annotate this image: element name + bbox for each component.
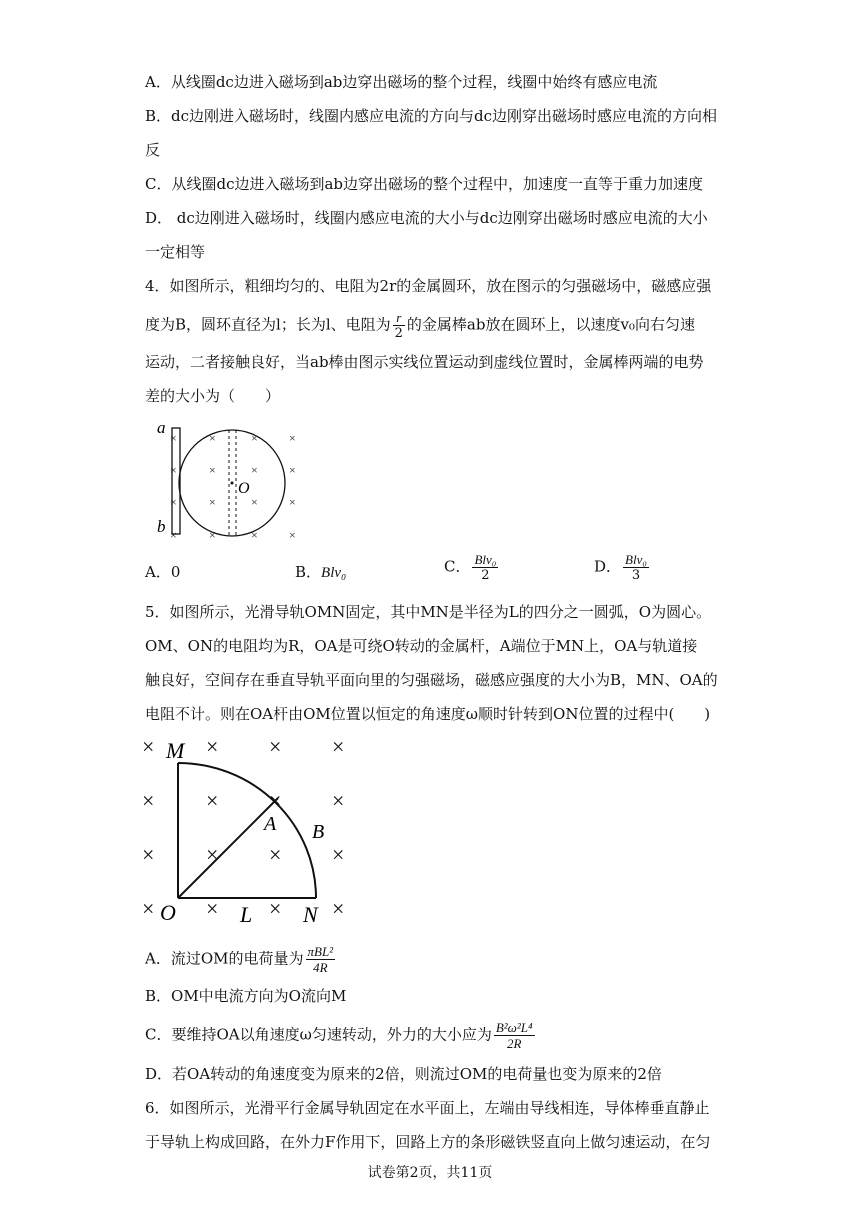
q4-option-c	[444, 552, 500, 583]
svg-text:×: ×	[142, 788, 155, 813]
fraction-numerator: r	[393, 310, 405, 326]
option-c-fraction	[472, 552, 498, 583]
svg-text:×: ×	[269, 788, 282, 813]
q3-option-d-line1: D． dc边刚进入磁场时，线圈内感应电流的大小与dc边刚穿出磁场时感应电流的大小	[145, 209, 708, 227]
label-a: A	[264, 813, 277, 835]
svg-text:×: ×	[332, 734, 345, 759]
page-footer: 试卷第2页，共11页	[367, 1165, 493, 1181]
svg-text:×: ×	[251, 463, 258, 477]
fraction-denominator: 4R	[313, 960, 328, 975]
fraction-denominator: 3	[631, 568, 641, 583]
option-b-value: Blv₀	[321, 565, 347, 581]
svg-text:×: ×	[289, 463, 296, 477]
q5-stem-line2: OM、ON的电阻均为R，OA是可绕O转动的金属杆，A端位于MN上，OA与轨道接	[145, 637, 698, 655]
svg-text:×: ×	[170, 463, 177, 477]
svg-text:×: ×	[170, 528, 177, 542]
q4-stem-line2-part2: 的金属棒ab放在圆环上，以速度v₀向右匀速	[406, 315, 695, 334]
svg-text:×: ×	[332, 896, 345, 921]
q4-stem-line2	[145, 310, 695, 341]
q4-option-a: A．0	[145, 563, 181, 581]
q3-option-b-line2: 反	[145, 141, 161, 159]
q3-option-c: C．从线圈dc边进入磁场到ab边穿出磁场的整个过程中，加速度一直等于重力加速度	[145, 175, 704, 193]
q4-stem-line3: 运动，二者接触良好，当ab棒由图示实线位置运动到虚线位置时，金属棒两端的电势	[145, 353, 704, 371]
svg-text:×: ×	[332, 788, 345, 813]
q5-stem-line4: 电阻不计。则在OA杆由OM位置以恒定的角速度ω顺时针转到ON位置的过程中( )	[145, 705, 711, 723]
option-c-label: C．	[444, 557, 471, 576]
fraction-numerator: B²ω²L⁴	[495, 1020, 533, 1035]
label-l: L	[240, 902, 253, 927]
label-o: O	[160, 900, 176, 925]
svg-text:×: ×	[142, 734, 155, 759]
q4-stem-line1: 4．如图所示，粗细均匀的、电阻为2r的金属圆环，放在图示的匀强磁场中，磁感应强	[145, 277, 712, 295]
q5-option-c	[145, 1020, 537, 1051]
q3-option-d-line2: 一定相等	[145, 243, 206, 261]
svg-text:×: ×	[209, 431, 216, 445]
svg-text:×: ×	[142, 896, 155, 921]
svg-text:×: ×	[206, 788, 219, 813]
svg-text:×: ×	[289, 431, 296, 445]
q4-option-b	[295, 562, 346, 583]
svg-text:×: ×	[251, 495, 258, 509]
q5-figure	[138, 732, 363, 932]
option-a-text: A．流过OM的电荷量为	[145, 949, 304, 968]
label-b: B	[312, 821, 325, 843]
fraction-numerator: πBL²	[307, 944, 334, 959]
label-o: O	[238, 480, 250, 497]
q6-stem-line2: 于导轨上构成回路，在外力F作用下，回路上方的条形磁铁竖直向上做匀速运动，在匀	[145, 1133, 711, 1151]
option-d-label: D．	[594, 557, 622, 576]
q5-stem-line3: 触良好，空间存在垂直导轨平面向里的匀强磁场，磁感应强度的大小为B，MN、OA的	[145, 671, 718, 689]
fraction-denominator: 2	[481, 568, 490, 583]
rod-oa	[178, 798, 278, 898]
q5-option-d: D．若OA转动的角速度变为原来的2倍，则流过OM的电荷量也变为原来的2倍	[145, 1065, 662, 1083]
q4-option-d	[594, 552, 651, 583]
q6-stem-line1: 6．如图所示，光滑平行金属导轨固定在水平面上，左端由导线相连，导体棒垂直静止	[145, 1099, 710, 1117]
q3-option-b-line1: B．dc边刚进入磁场时，线圈内感应电流的方向与dc边刚穿出磁场时感应电流的方向相	[145, 107, 718, 125]
center-dot	[231, 482, 234, 485]
svg-text:×: ×	[289, 495, 296, 509]
option-a-fraction	[306, 944, 336, 975]
label-n: N	[303, 902, 318, 927]
svg-text:×: ×	[269, 734, 282, 759]
option-d-fraction	[623, 552, 649, 583]
svg-text:×: ×	[170, 431, 177, 445]
q4-stem-line2-part1: 度为B，圆环直径为l；长为l、电阻为	[145, 315, 391, 334]
svg-text:×: ×	[289, 528, 296, 542]
svg-text:×: ×	[206, 842, 219, 867]
option-b-label: B．	[295, 563, 322, 581]
q4-resistance-fraction	[393, 310, 405, 341]
fraction-numerator: Blv₀	[474, 552, 497, 567]
q4-figure	[155, 418, 315, 548]
magnetic-field-marks	[170, 431, 296, 542]
label-a: a	[157, 418, 166, 437]
svg-text:×: ×	[209, 495, 216, 509]
svg-text:×: ×	[332, 842, 345, 867]
option-c-fraction	[494, 1020, 535, 1051]
q4-stem-line4: 差的大小为（ ）	[145, 387, 281, 405]
svg-text:×: ×	[251, 528, 258, 542]
svg-text:×: ×	[209, 463, 216, 477]
q3-option-a: A．从线圈dc边进入磁场到ab边穿出磁场的整个过程，线圈中始终有感应电流	[145, 73, 658, 91]
q5-option-a	[145, 944, 337, 975]
q5-option-b: B．OM中电流方向为O流向M	[145, 987, 347, 1005]
svg-text:×: ×	[170, 495, 177, 509]
svg-text:×: ×	[269, 896, 282, 921]
label-b: b	[157, 517, 166, 536]
option-c-text: C．要维持OA以角速度ω匀速转动，外力的大小应为	[145, 1025, 492, 1044]
fraction-denominator: 2	[394, 326, 403, 341]
svg-text:×: ×	[251, 431, 258, 445]
fraction-numerator: Blv₀	[625, 552, 647, 567]
label-m: M	[166, 738, 185, 763]
svg-text:×: ×	[269, 842, 282, 867]
svg-text:×: ×	[206, 734, 219, 759]
fraction-denominator: 2R	[506, 1036, 522, 1051]
svg-text:×: ×	[142, 842, 155, 867]
q5-stem-line1: 5．如图所示，光滑导轨OMN固定，其中MN是半径为L的四分之一圆弧，O为圆心。	[145, 603, 712, 621]
svg-text:×: ×	[209, 528, 216, 542]
svg-text:×: ×	[206, 896, 219, 921]
